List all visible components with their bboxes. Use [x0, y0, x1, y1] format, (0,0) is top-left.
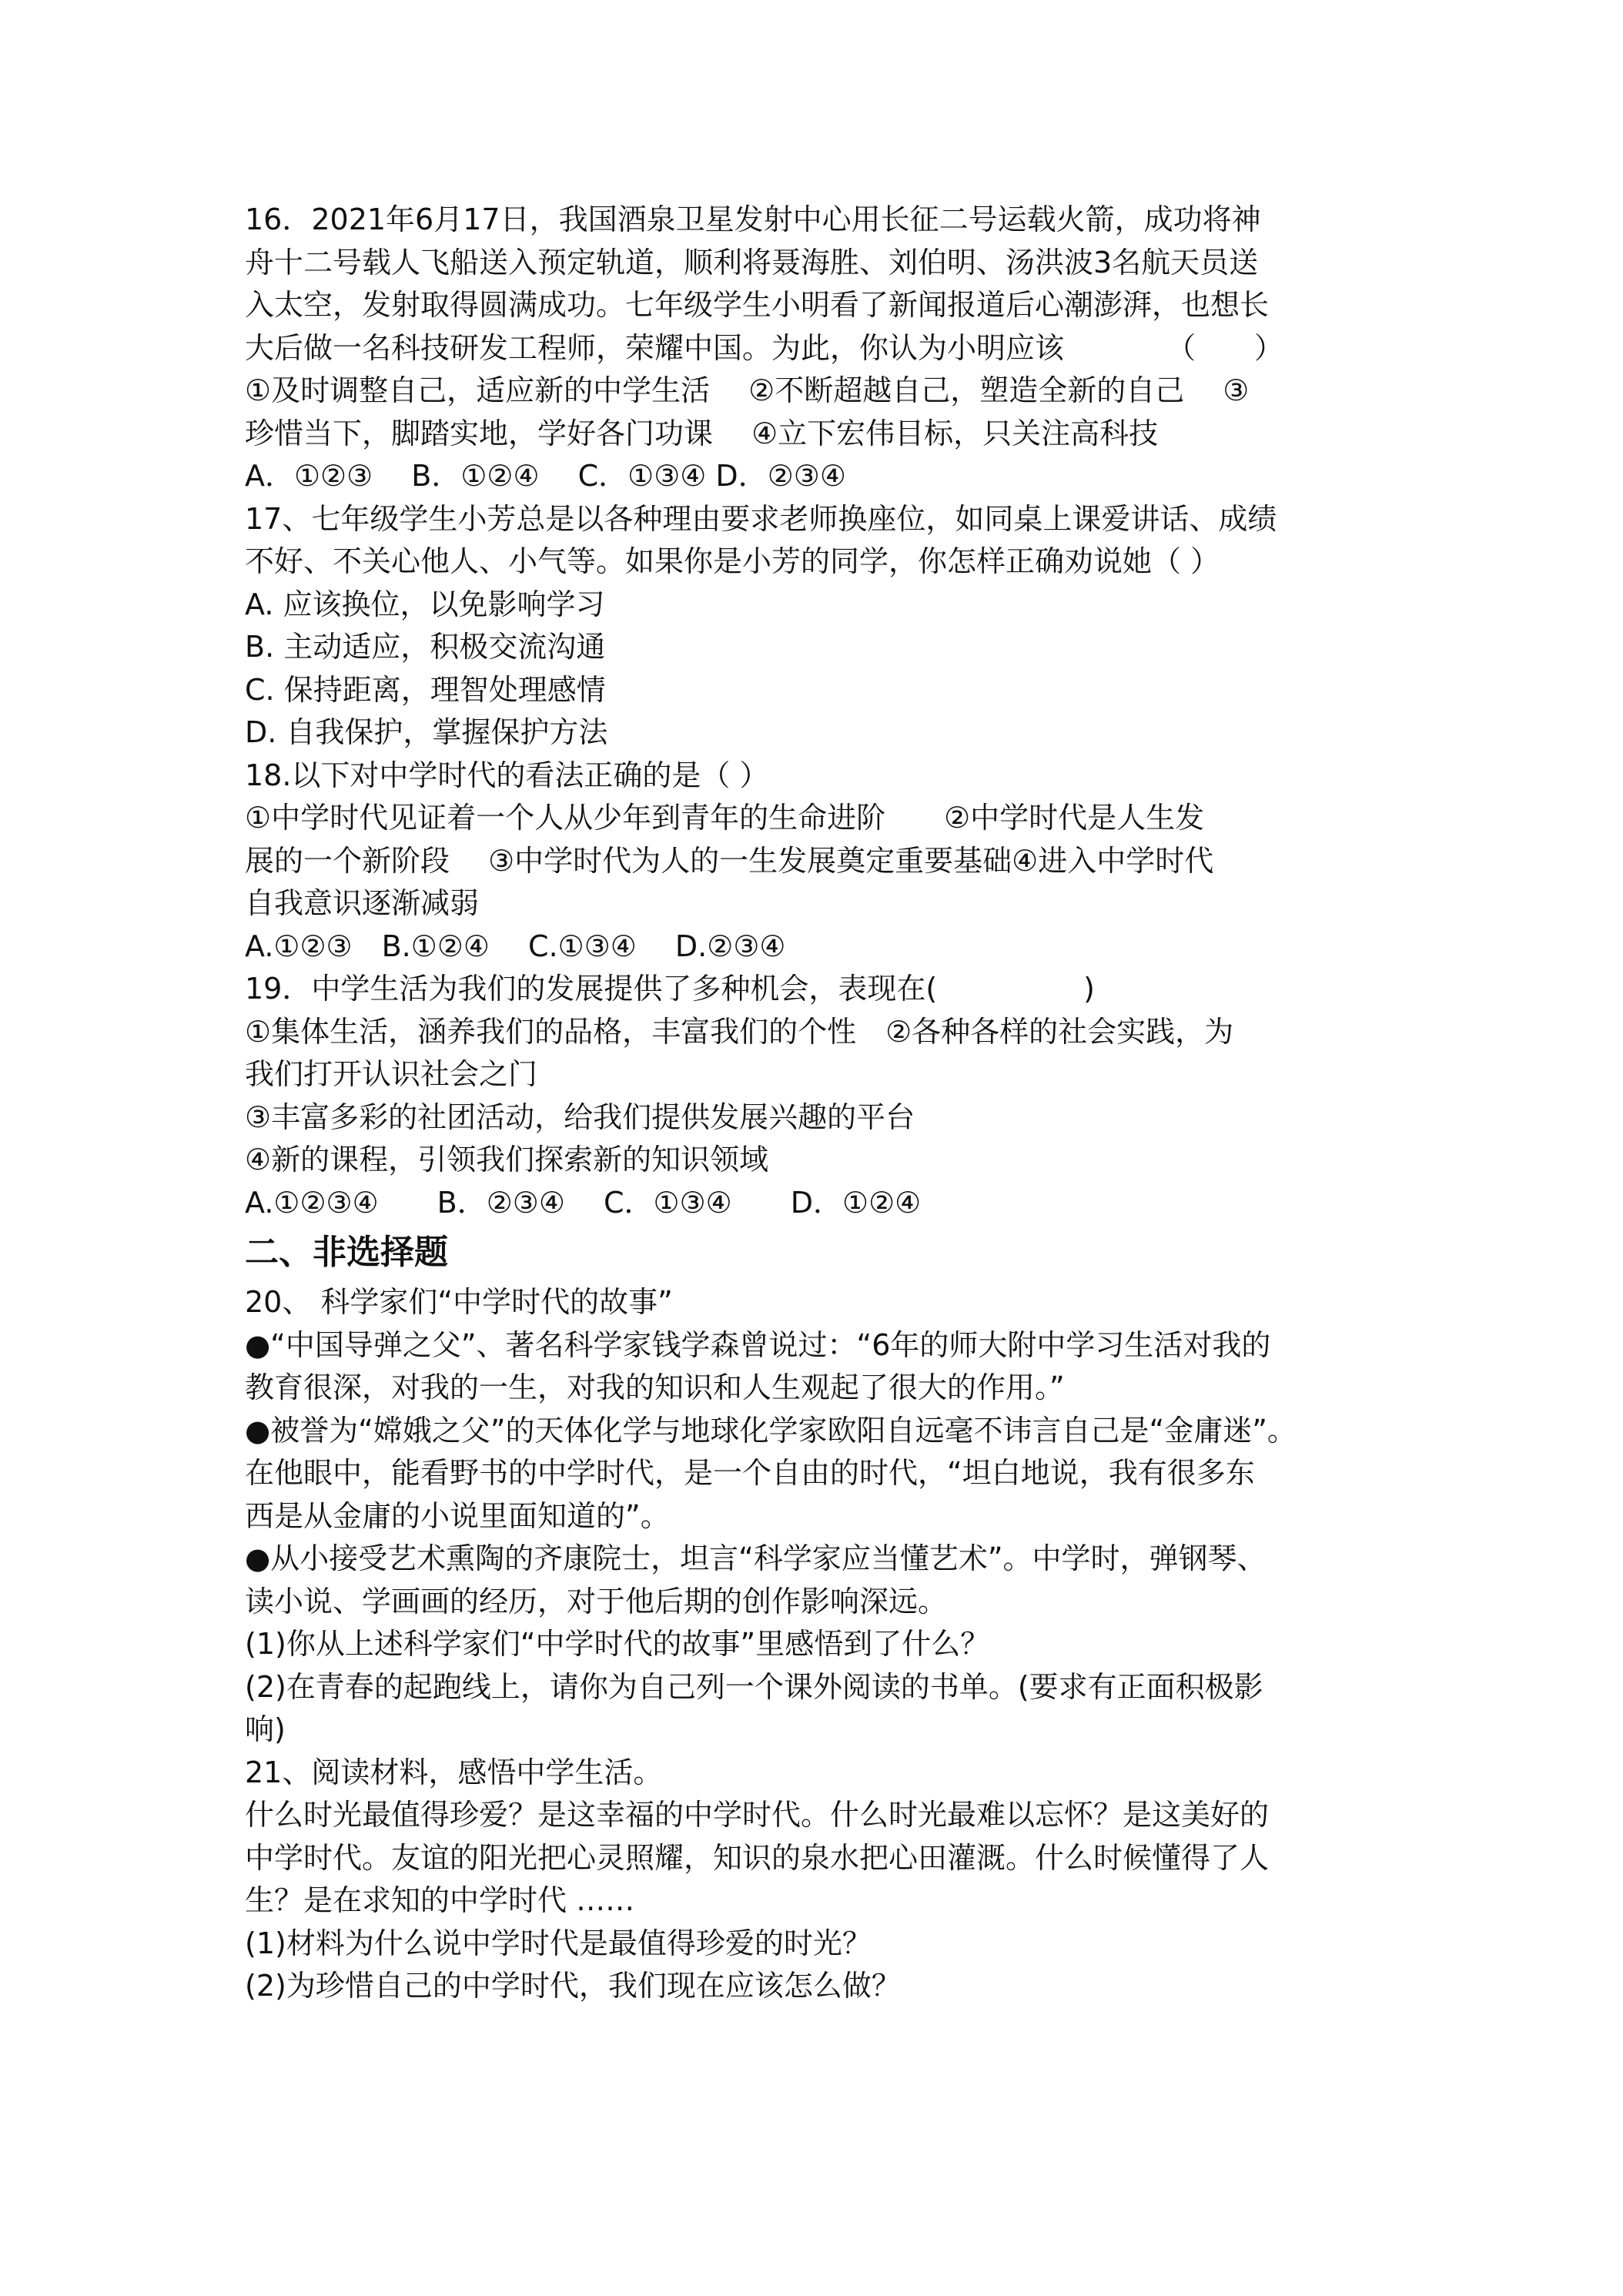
q19-line-4: ③丰富多彩的社团活动，给我们提供发展兴趣的平台	[245, 1099, 915, 1134]
question-19	[245, 968, 1384, 1224]
section-title-non-choice: 二、非选择题	[245, 1233, 448, 1272]
q18-line-3: 展的一个新阶段 ③中学时代为人的一生发展奠定重要基础④进入中学时代	[245, 843, 1214, 878]
q16-line-1: 16．2021年6月17日，我国酒泉卫星发射中心用长征二号运载火箭，成功将神	[245, 202, 1261, 236]
q16-line-3: 入太空，发射取得圆满成功。七年级学生小明看了新闻报道后心潮澎湃，也想长	[245, 288, 1270, 322]
q19-line-3: 我们打开认识社会之门	[245, 1057, 538, 1091]
q16-line-2: 舟十二号载人飞船送入预定轨道，顺利将聂海胜、刘伯明、汤洪波3名航天员送	[245, 245, 1259, 279]
q16-line-5: ①及时调整自己，适应新的中学生活 ②不断超越自己，塑造全新的自己 ③	[245, 373, 1250, 407]
q20-line-1: 20、 科学家们“中学时代的故事”	[245, 1285, 673, 1319]
q16-options: A．①②③ B．①②④ C．①③④ D．②③④	[245, 459, 846, 493]
q20-subquestion-1: (1)你从上述科学家们“中学时代的故事”里感悟到了什么？	[245, 1627, 990, 1661]
q18-line-2: ①中学时代见证着一个人从少年到青年的生命进阶 ②中学时代是人生发	[245, 801, 1205, 835]
q21-subquestion-1: (1)材料为什么说中学时代是最值得珍爱的时光？	[245, 1926, 872, 1960]
q21-line-3: 中学时代。友谊的阳光把心灵照耀，知识的泉水把心田灌溉。什么时候懂得了人	[245, 1840, 1270, 1875]
q18-line-1: 18.以下对中学时代的看法正确的是（ ）	[245, 758, 769, 792]
q20-line-2: ●“中国导弹之父”、著名科学家钱学森曾说过：“6年的师大附中学习生活对我的	[245, 1327, 1271, 1362]
question-17	[245, 498, 1384, 755]
q20-line-8: 读小说、学画画的经历，对于他后期的创作影响深远。	[245, 1584, 948, 1618]
q21-line-4: 生？是在求知的中学时代 ……	[245, 1883, 635, 1917]
q17-option-b: B. 主动适应，积极交流沟通	[245, 630, 606, 664]
q19-line-1: 19．中学生活为我们的发展提供了多种机会，表现在( )	[245, 972, 1096, 1006]
q20-line-4: ●被誉为“嫦娥之父”的天体化学与地球化学家欧阳自远毫不讳言自己是“金庸迷”。	[245, 1413, 1297, 1448]
q21-line-2: 什么时光最值得珍爱？是这幸福的中学时代。什么时光最难以忘怀？是这美好的	[245, 1798, 1270, 1832]
q20-subquestion-2-cont: 响)	[245, 1712, 286, 1746]
question-21	[245, 1752, 1384, 2008]
q19-line-5: ④新的课程，引领我们探索新的知识领域	[245, 1143, 769, 1176]
q16-line-6: 珍惜当下，脚踏实地，学好各门功课 ④立下宏伟目标，只关注高科技	[245, 416, 1159, 450]
q21-line-1: 21、阅读材料，感悟中学生活。	[245, 1755, 663, 1789]
q20-subquestion-2: (2)在青春的起跑线上，请你为自己列一个课外阅读的书单。(要求有正面积极影	[245, 1669, 1263, 1704]
q17-option-d: D. 自我保护，掌握保护方法	[245, 715, 608, 749]
q17-option-a: A. 应该换位，以免影响学习	[245, 587, 605, 621]
question-20	[245, 1281, 1384, 1752]
q20-line-3: 教育很深，对我的一生，对我的知识和人生观起了很大的作用。”	[245, 1371, 1065, 1404]
q20-line-6: 西是从金庸的小说里面知道的”。	[245, 1498, 670, 1533]
q19-options: A.①②③④ B．②③④ C．①③④ D．①②④	[245, 1185, 922, 1220]
q21-subquestion-2: (2)为珍惜自己的中学时代，我们现在应该怎么做？	[245, 1969, 901, 2003]
question-18	[245, 755, 1384, 969]
q20-line-5: 在他眼中，能看野书的中学时代，是一个自由的时代，“坦白地说，我有很多东	[245, 1456, 1255, 1490]
q18-line-4: 自我意识逐渐减弱	[245, 886, 480, 920]
document-page	[245, 199, 1384, 2008]
q17-line-2: 不好、不关心他人、小气等。如果你是小芳的同学，你怎样正确劝说她（ ）	[245, 544, 1220, 578]
q17-option-c: C. 保持距离，理智处理感情	[245, 672, 606, 707]
q17-line-1: 17、七年级学生小芳总是以各种理由要求老师换座位，如同桌上课爱讲话、成绩	[245, 501, 1277, 536]
q18-options: A.①②③ B.①②④ C.①③④ D.②③④	[245, 929, 786, 963]
q20-line-7: ●从小接受艺术熏陶的齐康院士，坦言“科学家应当懂艺术”。中学时，弹钢琴、	[245, 1541, 1267, 1575]
q19-line-2: ①集体生活，涵养我们的品格，丰富我们的个性 ②各种各样的社会实践，为	[245, 1014, 1234, 1049]
q16-line-4: 大后做一名科技研发工程师，荣耀中国。为此，你认为小明应该 （ ）	[245, 330, 1284, 365]
question-16	[245, 199, 1384, 498]
